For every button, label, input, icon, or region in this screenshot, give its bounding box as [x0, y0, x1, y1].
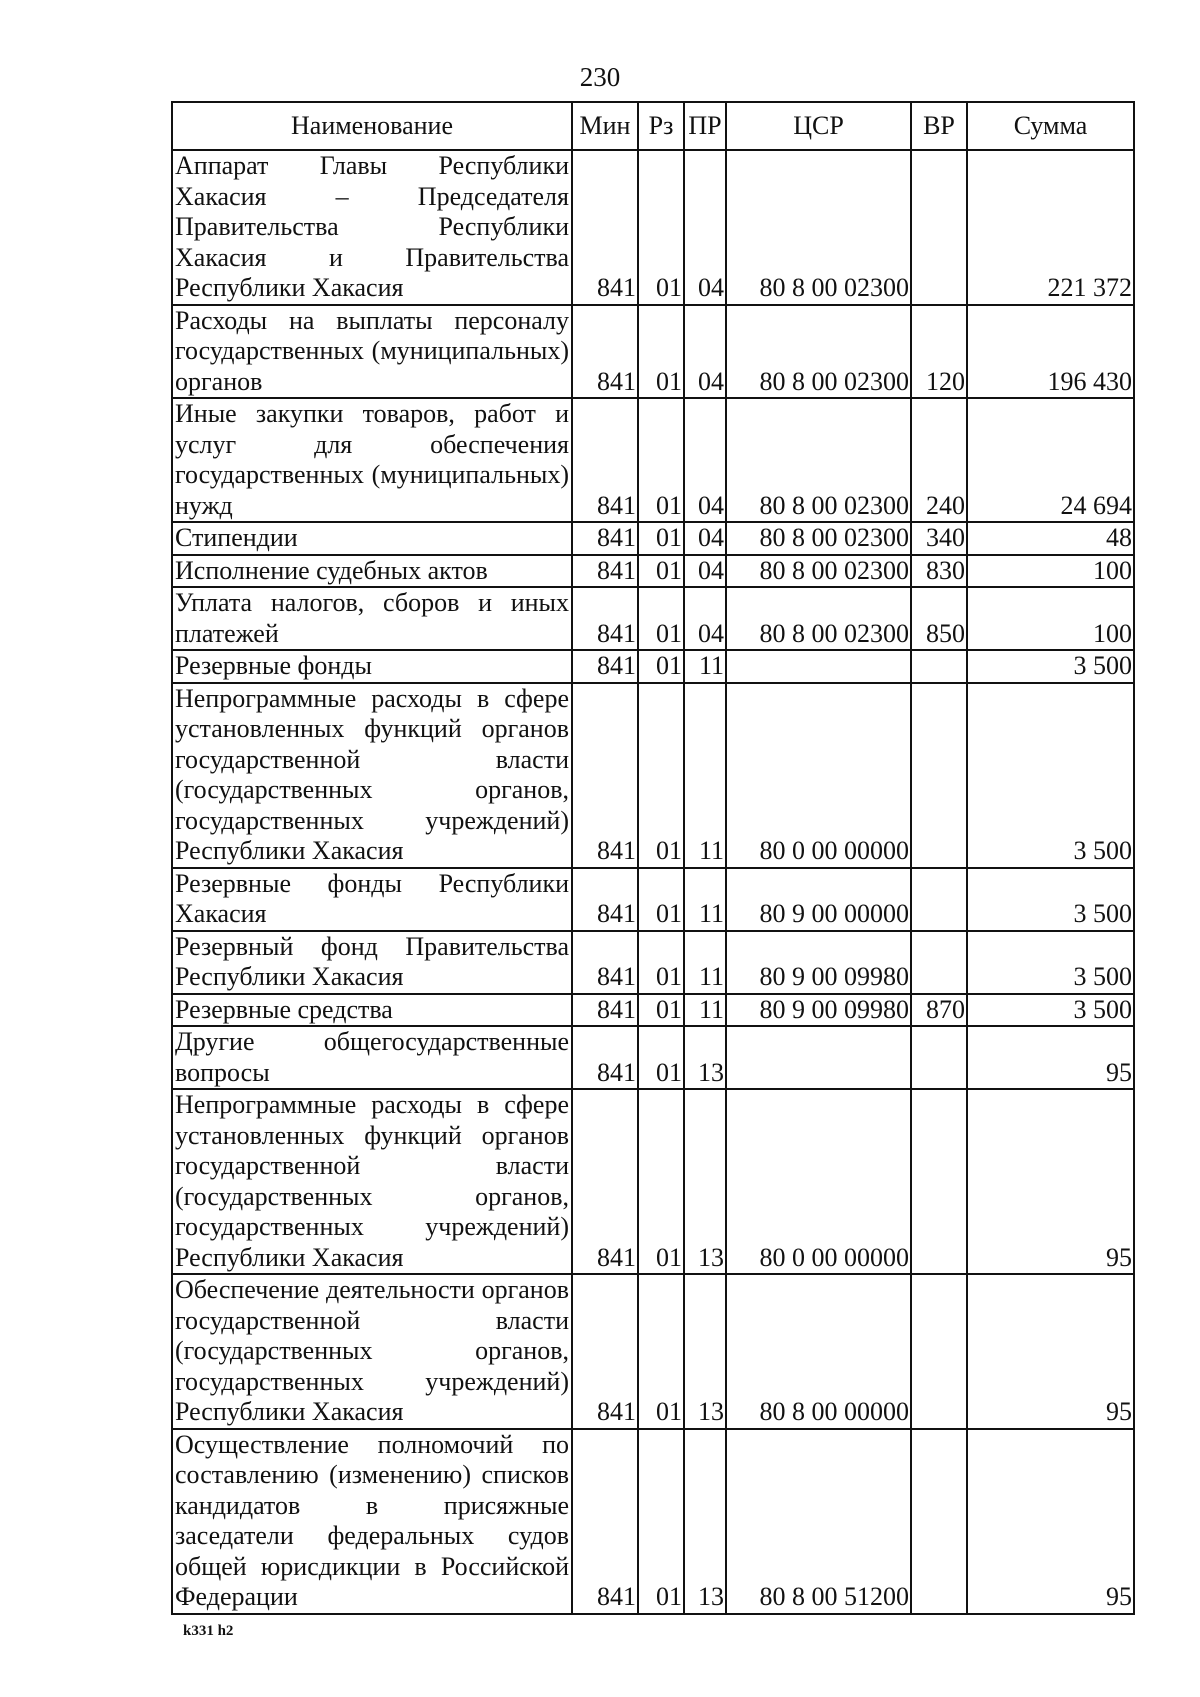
row-csr: 80 0 00 00000	[726, 1089, 911, 1274]
row-csr: 80 9 00 09980	[726, 994, 911, 1027]
row-min: 841	[572, 683, 638, 868]
row-min: 841	[572, 305, 638, 399]
row-sum: 95	[967, 1274, 1134, 1429]
row-pr: 04	[684, 398, 726, 522]
row-sum: 95	[967, 1089, 1134, 1274]
row-name: Непрограммные расходы в сфере установленных функций органов государственной власти (государственных органов, государственных учреждений) Республики Хакасия	[172, 683, 572, 868]
row-pr: 04	[684, 522, 726, 555]
row-rz: 01	[638, 931, 684, 994]
row-name: Стипендии	[172, 522, 572, 555]
row-sum: 100	[967, 587, 1134, 650]
row-name: Резервные фонды	[172, 650, 572, 683]
header-sum: Сумма	[967, 102, 1134, 150]
row-csr: 80 9 00 00000	[726, 868, 911, 931]
header-csr: ЦСР	[726, 102, 911, 150]
row-csr: 80 8 00 02300	[726, 150, 911, 305]
row-pr: 13	[684, 1026, 726, 1089]
row-csr: 80 8 00 02300	[726, 522, 911, 555]
row-sum: 100	[967, 555, 1134, 588]
row-rz: 01	[638, 522, 684, 555]
row-vr	[911, 683, 967, 868]
row-sum: 221 372	[967, 150, 1134, 305]
row-min: 841	[572, 587, 638, 650]
row-vr: 870	[911, 994, 967, 1027]
row-pr: 11	[684, 650, 726, 683]
row-min: 841	[572, 994, 638, 1027]
row-sum: 3 500	[967, 683, 1134, 868]
row-pr: 04	[684, 150, 726, 305]
row-csr	[726, 1026, 911, 1089]
table-row	[172, 555, 1134, 588]
row-min: 841	[572, 150, 638, 305]
row-name: Аппарат Главы Республики Хакасия – Председателя Правительства Республики Хакасия и Правительства Республики Хакасия	[172, 150, 572, 305]
row-sum: 3 500	[967, 931, 1134, 994]
row-sum: 3 500	[967, 994, 1134, 1027]
row-vr	[911, 868, 967, 931]
table-row	[172, 150, 1134, 305]
row-pr: 13	[684, 1089, 726, 1274]
row-vr	[911, 1429, 967, 1614]
row-min: 841	[572, 1274, 638, 1429]
row-rz: 01	[638, 683, 684, 868]
row-name: Осуществление полномочий по составлению (изменению) списков кандидатов в присяжные заседатели федеральных судов общей юрисдикции в Российской Федерации	[172, 1429, 572, 1614]
row-min: 841	[572, 398, 638, 522]
row-vr: 830	[911, 555, 967, 588]
row-rz: 01	[638, 398, 684, 522]
row-name: Резервные фонды Республики Хакасия	[172, 868, 572, 931]
row-pr: 13	[684, 1274, 726, 1429]
row-min: 841	[572, 522, 638, 555]
table-row	[172, 650, 1134, 683]
table-row	[172, 305, 1134, 399]
row-csr: 80 9 00 09980	[726, 931, 911, 994]
row-pr: 11	[684, 868, 726, 931]
header-min: Мин	[572, 102, 638, 150]
budget-table	[171, 101, 1135, 1615]
row-pr: 13	[684, 1429, 726, 1614]
table-row	[172, 1429, 1134, 1614]
row-sum: 95	[967, 1026, 1134, 1089]
row-vr	[911, 1274, 967, 1429]
row-csr: 80 8 00 02300	[726, 398, 911, 522]
row-vr	[911, 650, 967, 683]
row-min: 841	[572, 931, 638, 994]
row-csr	[726, 650, 911, 683]
row-name: Уплата налогов, сборов и иных платежей	[172, 587, 572, 650]
row-min: 841	[572, 868, 638, 931]
table-row	[172, 522, 1134, 555]
row-rz: 01	[638, 650, 684, 683]
row-vr	[911, 1026, 967, 1089]
row-vr	[911, 150, 967, 305]
row-min: 841	[572, 1429, 638, 1614]
row-rz: 01	[638, 1429, 684, 1614]
row-sum: 24 694	[967, 398, 1134, 522]
table-row	[172, 587, 1134, 650]
row-pr: 11	[684, 931, 726, 994]
row-name: Обеспечение деятельности органов государственной власти (государственных органов, государственных учреждений) Республики Хакасия	[172, 1274, 572, 1429]
row-name: Расходы на выплаты персоналу государственных (муниципальных) органов	[172, 305, 572, 399]
row-rz: 01	[638, 587, 684, 650]
row-csr: 80 8 00 02300	[726, 305, 911, 399]
row-min: 841	[572, 1089, 638, 1274]
row-vr	[911, 931, 967, 994]
row-pr: 04	[684, 587, 726, 650]
row-pr: 11	[684, 683, 726, 868]
table-row	[172, 994, 1134, 1027]
row-rz: 01	[638, 150, 684, 305]
row-pr: 11	[684, 994, 726, 1027]
header-rz: Рз	[638, 102, 684, 150]
row-vr	[911, 1089, 967, 1274]
row-csr: 80 8 00 00000	[726, 1274, 911, 1429]
row-vr: 120	[911, 305, 967, 399]
row-name: Другие общегосударственные вопросы	[172, 1026, 572, 1089]
table-row	[172, 868, 1134, 931]
row-rz: 01	[638, 1274, 684, 1429]
row-pr: 04	[684, 555, 726, 588]
row-sum: 95	[967, 1429, 1134, 1614]
row-name: Резервные средства	[172, 994, 572, 1027]
header-pr: ПР	[684, 102, 726, 150]
row-vr: 240	[911, 398, 967, 522]
row-pr: 04	[684, 305, 726, 399]
row-rz: 01	[638, 305, 684, 399]
row-vr: 340	[911, 522, 967, 555]
row-rz: 01	[638, 1026, 684, 1089]
row-rz: 01	[638, 994, 684, 1027]
row-sum: 196 430	[967, 305, 1134, 399]
page-number: 230	[579, 62, 621, 92]
table-row	[172, 398, 1134, 522]
header-name: Наименование	[172, 102, 572, 150]
row-rz: 01	[638, 555, 684, 588]
row-min: 841	[572, 555, 638, 588]
table-row	[172, 683, 1134, 868]
row-csr: 80 8 00 02300	[726, 587, 911, 650]
row-name: Иные закупки товаров, работ и услуг для обеспечения государственных (муниципальных) нужд	[172, 398, 572, 522]
row-sum: 3 500	[967, 650, 1134, 683]
row-csr: 80 8 00 51200	[726, 1429, 911, 1614]
row-sum: 48	[967, 522, 1134, 555]
row-vr: 850	[911, 587, 967, 650]
row-rz: 01	[638, 1089, 684, 1274]
table-row	[172, 1026, 1134, 1089]
table-header-row	[172, 102, 1134, 150]
document-code: k331 h2	[183, 1623, 234, 1639]
row-min: 841	[572, 1026, 638, 1089]
row-rz: 01	[638, 868, 684, 931]
table-row	[172, 1274, 1134, 1429]
row-name: Исполнение судебных актов	[172, 555, 572, 588]
row-name: Резервный фонд Правительства Республики Хакасия	[172, 931, 572, 994]
header-vr: ВР	[911, 102, 967, 150]
row-sum: 3 500	[967, 868, 1134, 931]
row-csr: 80 8 00 02300	[726, 555, 911, 588]
row-min: 841	[572, 650, 638, 683]
row-csr: 80 0 00 00000	[726, 683, 911, 868]
table-row	[172, 1089, 1134, 1274]
table-row	[172, 931, 1134, 994]
row-name: Непрограммные расходы в сфере установленных функций органов государственной власти (государственных органов, государственных учреждений) Республики Хакасия	[172, 1089, 572, 1274]
